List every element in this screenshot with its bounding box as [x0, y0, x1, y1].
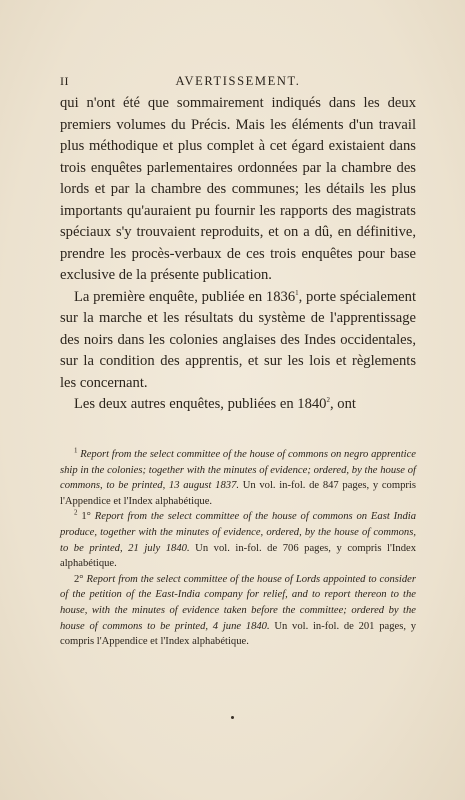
footnote-mark: 1	[74, 446, 78, 455]
footnote-report-title: Report from the select committee of the house of commons on East India produce, together with the minutes of evidence, ordered, by the house of commons, to be printed, 21 july 1840.	[60, 511, 416, 554]
footnote-description: Un vol. in-fol. de 201 pages, y compris l'Appendice et l'Index alphabétique.	[60, 620, 416, 648]
footnote-description: Un vol. in-fol. de 847 pages, y compris l'Appendice et l'Index alphabétique.	[60, 480, 416, 507]
running-head	[60, 74, 416, 90]
footnote-report-title: Report from the select committee of the house of Lords appointed to consider of the petition of the East-India company for relief, and to report thereon to the house, with the minutes of evidence taken before the committee; ordered by the house of commons to be printed, 4 june 1840.	[60, 573, 416, 632]
footnote-description: Un vol. in-fol. de 706 pages, y compris l'Index alphabétique.	[60, 542, 417, 570]
paragraph-text: Les deux autres enquêtes, publiées en 1840	[74, 396, 327, 412]
footnote-1	[60, 447, 416, 509]
signature-mark-dot	[231, 716, 234, 719]
paragraph-text: La première enquête, publiée en 1836	[74, 288, 296, 305]
paragraph-other-inquiries	[60, 394, 416, 416]
page-number: II	[60, 74, 69, 88]
paragraph-first-inquiry	[60, 287, 416, 395]
footnote-2a	[60, 509, 416, 571]
footnote-item-number: 2°	[74, 573, 84, 585]
footnote-mark: 2	[74, 508, 78, 517]
footnote-item-number: 1°	[81, 511, 91, 523]
main-text	[60, 93, 416, 416]
running-title: AVERTISSEMENT.	[175, 74, 301, 88]
footnote-2b	[60, 572, 416, 650]
paragraph-text: , ont	[329, 396, 356, 412]
footnote-report-title: Report from the select committee of the house of commons on negro apprentice ship in the colonies; together with the minutes of evidence; ordered, by the house of commons, to be printed, 13 august 1837.	[60, 449, 416, 492]
footnote-reference[interactable]: 2	[326, 396, 330, 405]
paragraph-text: , porte spécialement sur la marche et les résultats du système de l'apprentissage des noirs dans les colonies anglaises des Indes occidentales, sur la condition des apprentis, et sur les lois et règlements les concernant.	[60, 288, 417, 391]
paragraph-continuation: qui n'ont été que sommairement indiqués dans les deux premiers volumes du Précis. Mais les éléments d'un travail plus méthodique et plus complet à cet égard existaient dans trois enquêtes parlementaires ordonnées par la chambre des lords et par la chambre des communes; les détails les plus importants qu'auraient pu fournir les rapports des magistrats spéciaux s'y trouvaient reproduits, et on a dû, en définitive, prendre les procès-verbaux de ces trois enquêtes pour base exclusive de la présente publication.	[60, 95, 416, 283]
footnotes	[60, 447, 416, 650]
footnote-reference[interactable]: 1	[295, 288, 299, 297]
